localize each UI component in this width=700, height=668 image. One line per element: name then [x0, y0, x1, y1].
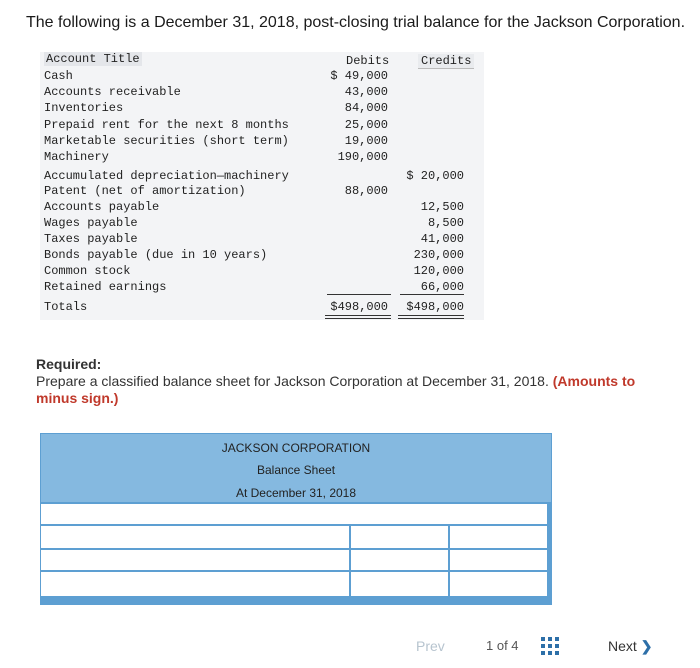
next-button[interactable]: [608, 638, 653, 655]
account-name: Retained earnings: [44, 280, 167, 294]
account-name: Patent (net of amortization): [44, 184, 246, 198]
required-text: Prepare a classified balance sheet for Jackson Corporation at December 31, 2018.: [36, 373, 549, 389]
required-label: Required:: [36, 356, 102, 372]
debit-value: 190,000: [337, 150, 388, 164]
totals-row: [40, 300, 484, 315]
table-row: [40, 134, 484, 149]
balance-sheet-table: [40, 433, 552, 605]
table-row: [40, 216, 484, 231]
account-name: Accumulated depreciation—machinery: [44, 169, 289, 183]
balance-sheet-input-cell[interactable]: [40, 571, 350, 597]
table-row: [40, 69, 484, 84]
chevron-right-icon: ❯: [640, 638, 653, 654]
statement-date: At December 31, 2018: [235, 486, 357, 500]
statement-title: Balance Sheet: [256, 463, 336, 477]
prev-button[interactable]: Prev: [416, 638, 445, 654]
debit-subtotal-rule: [327, 294, 391, 295]
credit-value: 230,000: [413, 248, 464, 262]
company-name: JACKSON CORPORATION: [221, 441, 371, 455]
balance-sheet-input-cell[interactable]: [350, 571, 449, 597]
account-name: Common stock: [44, 264, 131, 278]
trial-balance: [40, 52, 484, 320]
page-title: The following is a December 31, 2018, post-closing trial balance for the Jackson Corporation.: [26, 14, 686, 31]
account-name: Inventories: [44, 101, 124, 115]
header-account-title: Account Title: [46, 52, 140, 66]
account-name: Bonds payable (due in 10 years): [44, 248, 268, 262]
balance-sheet-header: [40, 433, 552, 503]
table-row: [40, 248, 484, 263]
credit-value: $ 20,000: [406, 169, 464, 183]
required-note-cont: minus sign.): [36, 390, 119, 406]
grid-icon[interactable]: [541, 637, 559, 655]
debit-total: $498,000: [330, 300, 388, 314]
table-row: [40, 184, 484, 199]
account-name: Accounts receivable: [44, 85, 181, 99]
account-name: Accounts payable: [44, 200, 160, 214]
table-row: [40, 85, 484, 100]
debit-value: 19,000: [344, 134, 388, 148]
balance-sheet-input-cell[interactable]: [449, 525, 548, 549]
totals-label: Totals: [44, 300, 88, 314]
account-name: Wages payable: [44, 216, 138, 230]
table-row: [40, 101, 484, 116]
required-section: [36, 356, 635, 407]
table-row: [40, 280, 484, 295]
balance-sheet-input-cell[interactable]: [350, 549, 449, 571]
credit-value: 120,000: [413, 264, 464, 278]
table-row: [40, 200, 484, 215]
next-label: Next: [608, 638, 637, 654]
account-name: Taxes payable: [44, 232, 138, 246]
balance-sheet-input-cell[interactable]: [40, 503, 548, 525]
account-name: Machinery: [44, 150, 109, 164]
debit-value: 25,000: [344, 118, 388, 132]
table-row: [40, 232, 484, 247]
credit-value: 8,500: [427, 216, 464, 230]
account-name: Prepaid rent for the next 8 months: [44, 118, 289, 132]
debit-value: $ 49,000: [330, 69, 388, 83]
balance-sheet-input-cell[interactable]: [40, 549, 350, 571]
credit-value: 12,500: [420, 200, 464, 214]
account-name: Marketable securities (short term): [44, 134, 289, 148]
page-indicator: 1 of 4: [486, 638, 519, 653]
credit-value: 41,000: [420, 232, 464, 246]
balance-sheet-input-cell[interactable]: [350, 525, 449, 549]
required-note: (Amounts to: [552, 373, 636, 389]
debit-value: 43,000: [344, 85, 388, 99]
table-row: [40, 150, 484, 165]
debit-value: 84,000: [344, 101, 388, 115]
credit-value: 66,000: [420, 280, 464, 294]
table-row: [40, 169, 484, 184]
table-row: [40, 118, 484, 133]
debit-total-double-rule: [325, 315, 391, 319]
account-name: Cash: [44, 69, 73, 83]
credit-total-double-rule: [398, 315, 464, 319]
balance-sheet-input-cell[interactable]: [449, 549, 548, 571]
debit-value: 88,000: [344, 184, 388, 198]
credit-total: $498,000: [406, 300, 464, 314]
table-row: [40, 264, 484, 279]
header-credits: Credits: [418, 54, 474, 69]
balance-sheet-input-cell[interactable]: [449, 571, 548, 597]
credit-subtotal-rule: [400, 294, 464, 295]
header-debits: Debits: [346, 54, 390, 68]
balance-sheet-input-cell[interactable]: [40, 525, 350, 549]
